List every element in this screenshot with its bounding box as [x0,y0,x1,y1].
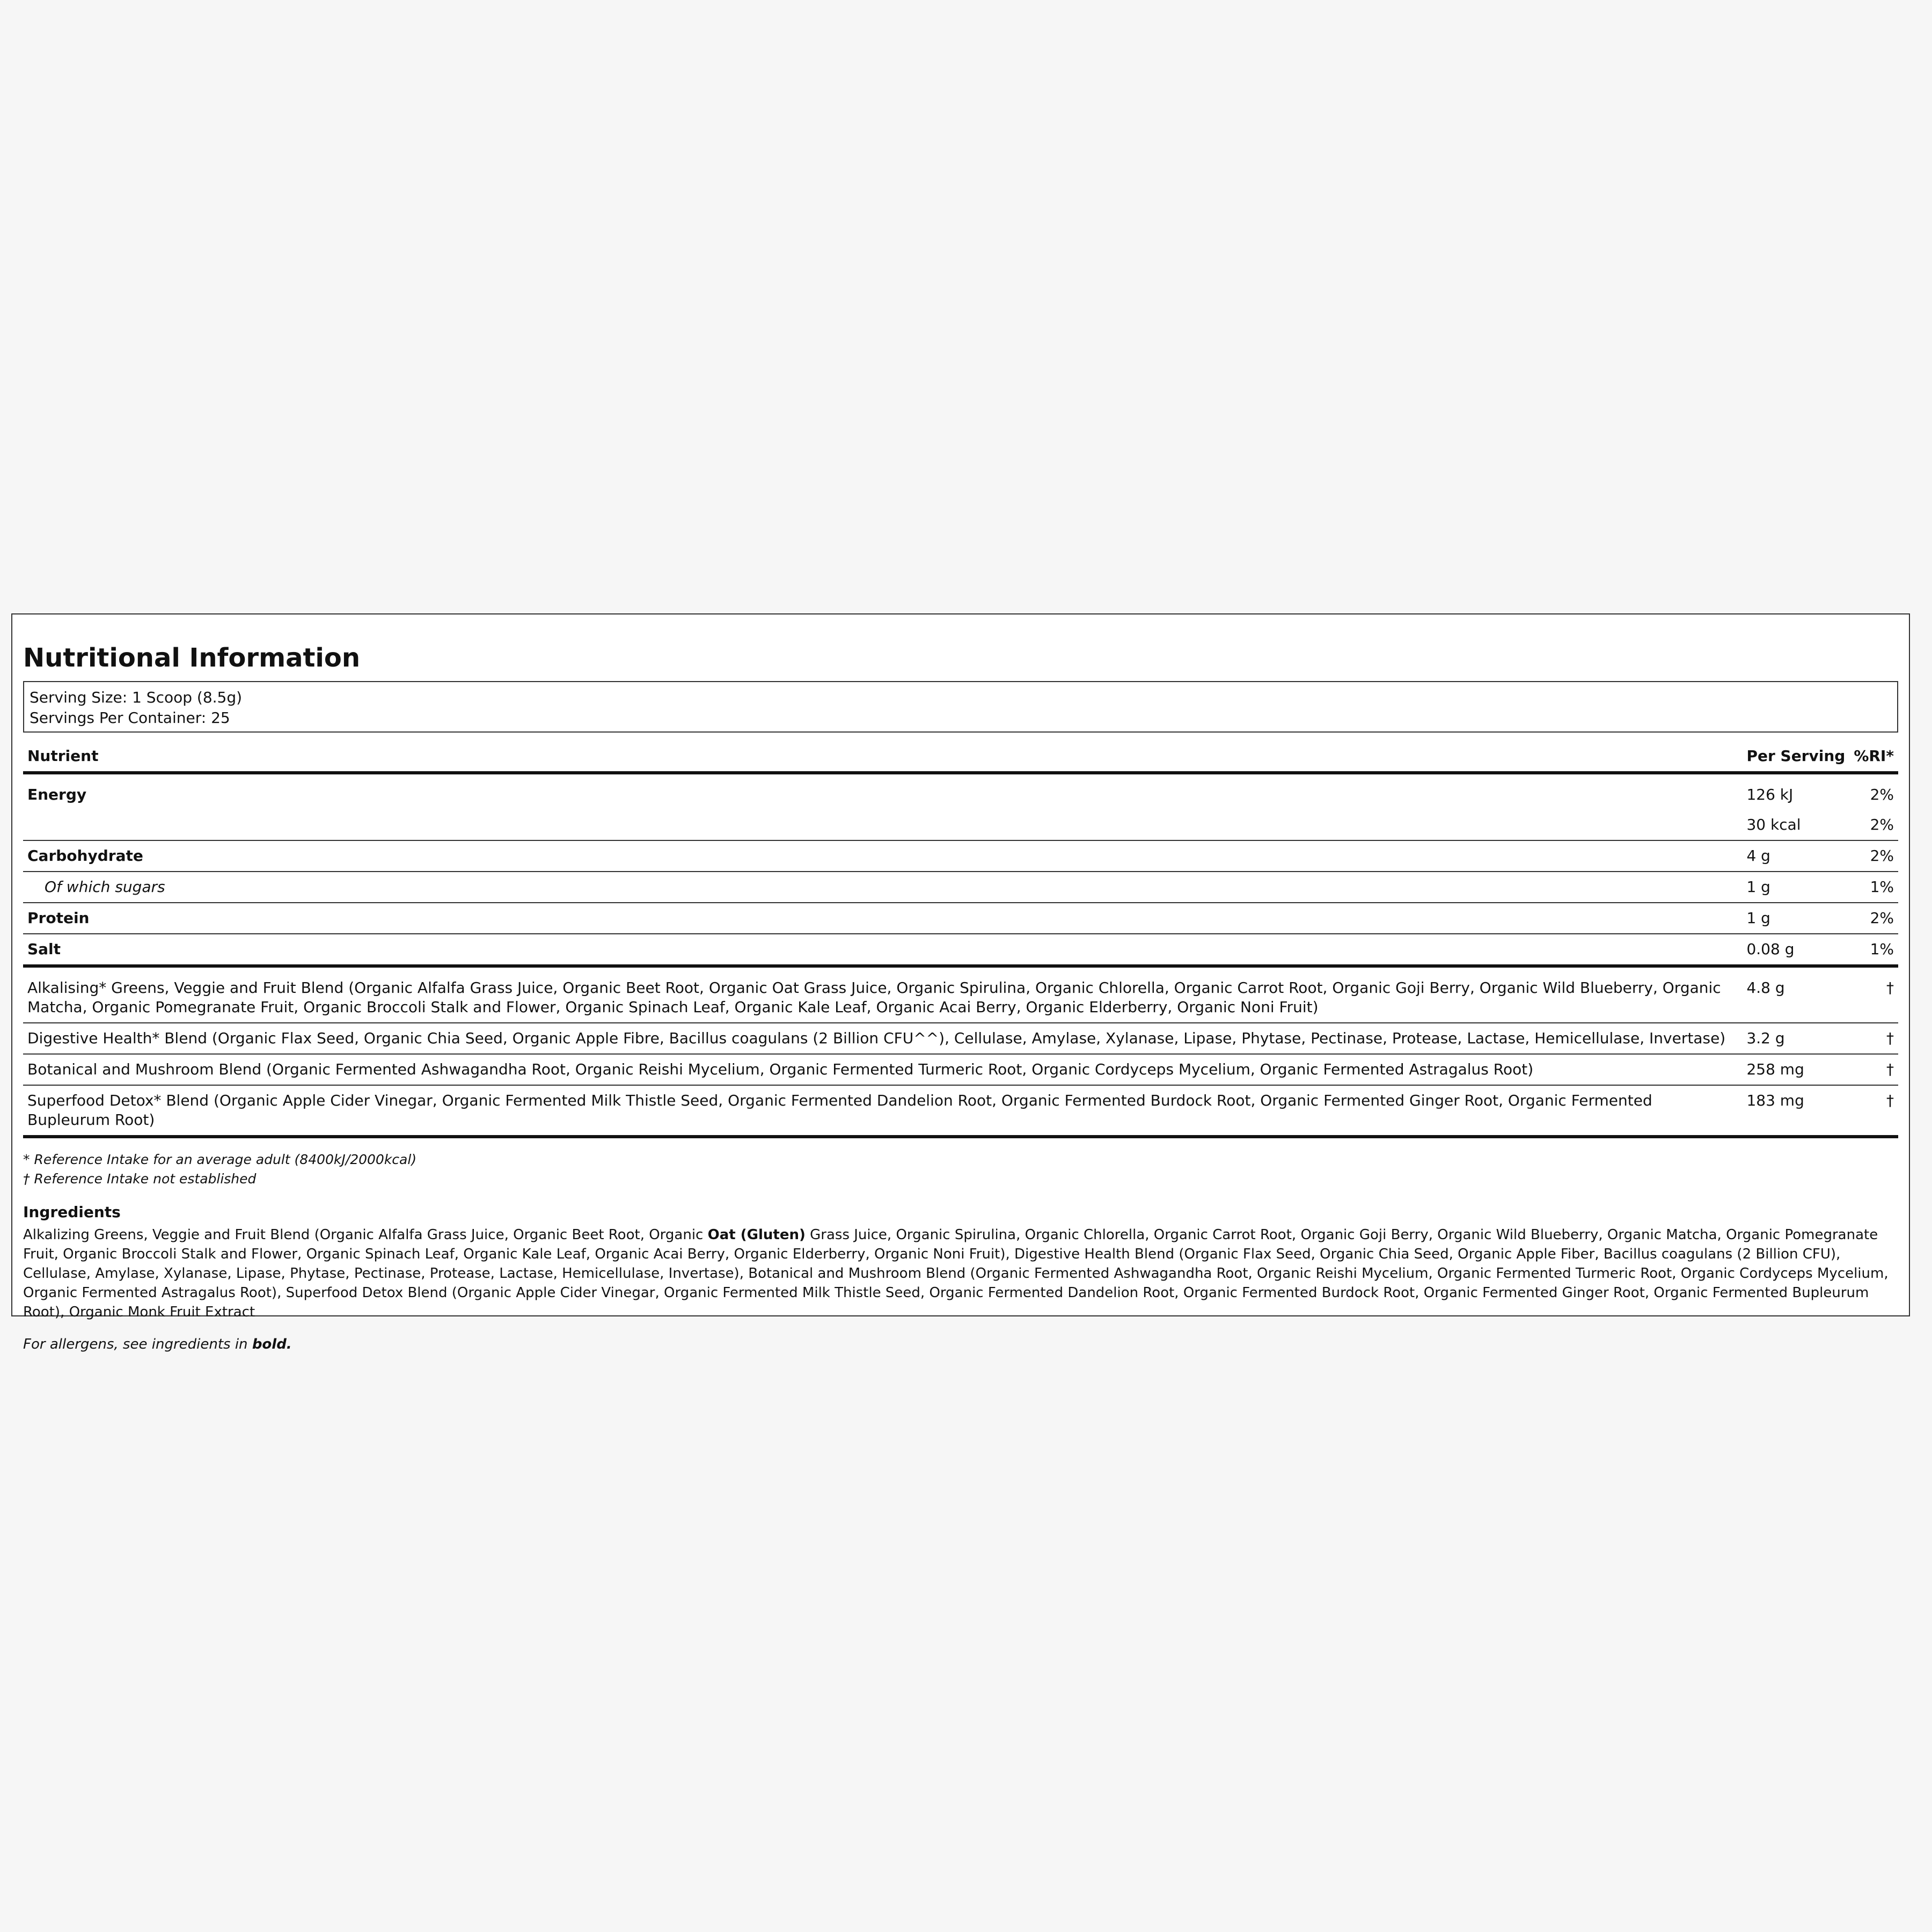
carbohydrate-ri: 2% [1849,840,1898,872]
blend-value: 3.2 g [1742,1023,1849,1054]
table-row-energy-kj [23,773,1898,810]
blend-name: Superfood Detox* Blend (Organic Apple Cider Vinegar, Organic Fermented Milk Thistle Seed, Organic Fermented Dandelion Root, Organic Fermented Burdock Root, Organic Fermented Ginger Root, Organic Fermented Bupleurum Root) [23,1085,1742,1137]
header-per-serving: Per Serving [1742,740,1849,773]
allergen-note-bold: bold. [252,1336,292,1352]
blend-value: 183 mg [1742,1085,1849,1137]
blend-name: Alkalising* Greens, Veggie and Fruit Blend (Organic Alfalfa Grass Juice, Organic Beet Root, Organic Oat Grass Juice, Organic Spirulina, Organic Chlorella, Organic Carrot Root, Organic Goji Berry, Organic Wild Blueberry, Organic Matcha, Organic Pomegranate Fruit, Organic Broccoli Stalk and Flower, Organic Spinach Leaf, Organic Kale Leaf, Organic Acai Berry, Organic Elderberry, Organic Noni Fruit) [23,966,1742,1023]
panel-title: Nutritional Information [23,643,361,673]
header-ri: %RI* [1849,740,1898,773]
servings-per-container: Servings Per Container: 25 [30,709,230,727]
table-row-protein [23,903,1898,934]
energy-kj-ri: 2% [1870,786,1894,803]
energy-kcal-ri: 2% [1849,810,1898,840]
serving-info-box [23,681,1898,733]
nutrient-name-sugars: Of which sugars [23,872,1742,903]
blend-value: 4.8 g [1742,966,1849,1023]
table-header-row [23,740,1898,773]
blend-value: 258 mg [1742,1054,1849,1085]
allergen-note [23,1335,1898,1354]
ingredients-heading: Ingredients [23,1203,121,1221]
blend-ri: † [1849,966,1898,1023]
header-nutrient: Nutrient [23,740,1742,773]
ingredients-allergen: Oat (Gluten) [707,1227,806,1243]
allergen-note-prefix: For allergens, see ingredients in [23,1336,252,1352]
table-row-salt [23,934,1898,966]
table-row-energy-kcal [23,810,1898,840]
protein-ri: 2% [1849,903,1898,934]
energy-kcal-value: 30 kcal [1742,810,1849,840]
energy-kj-value: 126 kJ [1746,786,1794,803]
blend-name: Botanical and Mushroom Blend (Organic Fermented Ashwagandha Root, Organic Reishi Mycelium, Organic Fermented Turmeric Root, Organic Cordyceps Mycelium, Organic Fermented Astragalus Root) [23,1054,1742,1085]
table-row-sugars [23,872,1898,903]
salt-ri: 1% [1849,934,1898,966]
serving-size: Serving Size: 1 Scoop (8.5g) [30,689,243,706]
nutrient-name-carbohydrate: Carbohydrate [23,840,1742,872]
footnote-dagger: † Reference Intake not established [23,1171,257,1187]
salt-value: 0.08 g [1742,934,1849,966]
ingredients-text-before: Alkalizing Greens, Veggie and Fruit Blend (Organic Alfalfa Grass Juice, Organic Beet Root, Organic [23,1227,708,1243]
nutrient-name-protein: Protein [23,903,1742,934]
footnote-ri: * Reference Intake for an average adult (8400kJ/2000kcal) [23,1152,417,1167]
nutrient-name-salt: Salt [23,934,1742,966]
table-row-carbohydrate [23,840,1898,872]
footnotes [23,1150,1898,1189]
nutrient-name-empty [23,810,1742,840]
blend-ri: † [1849,1023,1898,1054]
sugars-ri: 1% [1849,872,1898,903]
table-row-blend [23,1054,1898,1085]
sugars-value: 1 g [1742,872,1849,903]
table-row-blend [23,1085,1898,1137]
nutrition-panel [11,613,1910,1352]
blend-ri: † [1849,1054,1898,1085]
ingredients-text [23,1225,1898,1322]
protein-value: 1 g [1742,903,1849,934]
blend-name: Digestive Health* Blend (Organic Flax Seed, Organic Chia Seed, Organic Apple Fibre, Bacillus coagulans (2 Billion CFU^^), Cellulase, Amylase, Xylanase, Lipase, Phytase, Pectinase, Protease, Lactase, Hemicellulase, Invertase) [23,1023,1742,1054]
carbohydrate-value: 4 g [1742,840,1849,872]
blend-ri: † [1849,1085,1898,1137]
table-row-blend [23,966,1898,1023]
ingredients-text-after: Grass Juice, Organic Spirulina, Organic Chlorella, Organic Carrot Root, Organic Goji Berry, Organic Wild Blueberry, Organic Matcha, Organic Pomegranate Fruit, Organic Broccoli Stalk and Flower, Organic Spinach Leaf, Organic Kale Leaf, Organic Acai Berry, Organic Elderberry, Organic Noni Fruit), Digestive Health Blend (Organic Flax Seed, Organic Chia Seed, Organic Apple Fiber, Bacillus coagulans (2 Billion CFU), Cellulase, Amylase, Xylanase, Lipase, Phytase, Pectinase, Protease, Lactase, Hemicellulase, Invertase), Botanical and Mushroom Blend (Organic Fermented Ashwagandha Root, Organic Reishi Mycelium, Organic Fermented Turmeric Root, Organic Cordyceps Mycelium, Organic Fermented Astragalus Root), Superfood Detox Blend (Organic Apple Cider Vinegar, Organic Fermented Milk Thistle Seed, Organic Fermented Dandelion Root, Organic Fermented Burdock Root, Organic Fermented Ginger Root, Organic Fermented Bupleurum Root), Organic Monk Fruit Extract [23,1227,1889,1320]
table-row-blend [23,1023,1898,1054]
nutrition-table [23,740,1898,1138]
nutrient-name-energy: Energy [27,786,87,803]
